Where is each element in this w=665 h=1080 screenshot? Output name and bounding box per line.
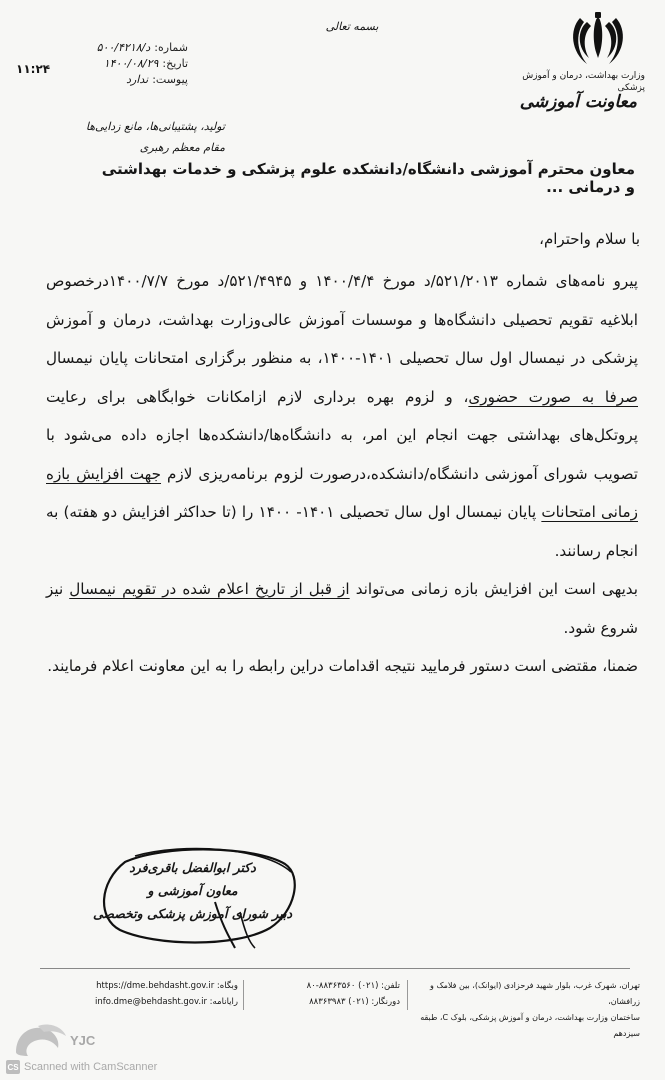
website-link[interactable]: https://dme.behdasht.gov.ir bbox=[96, 981, 215, 991]
deputy-title: معاونت آموزشی bbox=[519, 92, 637, 112]
fax-label: دورنگار: bbox=[371, 997, 400, 1007]
meta-attachment-row bbox=[68, 72, 188, 88]
camscanner-text: Scanned with CamScanner bbox=[24, 1061, 158, 1073]
email-link[interactable]: info.dme@behdasht.gov.ir bbox=[95, 997, 207, 1007]
fax-row bbox=[250, 994, 400, 1010]
iran-emblem-icon bbox=[569, 12, 627, 68]
address-line-2: ساختمان وزارت بهداشت، درمان و آموزش پزشکی، بلوک C، طبقه سیزدهم bbox=[420, 1013, 640, 1038]
phone-value: (۰۲۱) ۸۸۳۶۳۵۶۰-۸۰ bbox=[306, 981, 379, 991]
meta-date-row bbox=[68, 56, 188, 72]
paragraph-1-part-c: پایان نیمسال اول سال تحصیلی ۱۴۰۱- ۱۴۰۰ را (تا حداکثر افزایش دو هفته) به انجام رسانند. bbox=[46, 503, 638, 560]
address-line-1: تهران، شهرک غرب، بلوار شهید فرحزادی (ایوانک)، بین فلامک و زرافشان، bbox=[430, 981, 640, 1006]
paragraph-3: ضمنا، مقتضی است دستور فرمایید نتیجه اقدامات دراین رابطه را به این معاونت اعلام فرمایند. bbox=[47, 657, 638, 675]
email-row bbox=[68, 994, 238, 1010]
signature-block bbox=[85, 842, 315, 952]
bismillah-heading: بسمه تعالی bbox=[325, 20, 379, 33]
slogan-line: تولید، پشتیبانی‌ها، مانع زدایی‌ها bbox=[85, 120, 225, 133]
letter-meta bbox=[68, 40, 188, 88]
email-label: رایانامه: bbox=[209, 997, 238, 1007]
fax-value: (۰۲۱) ۸۸۳۶۳۹۸۳ bbox=[309, 997, 369, 1007]
website-label: وبگاه: bbox=[216, 981, 238, 991]
signature-text bbox=[85, 856, 300, 925]
footer-separator bbox=[407, 980, 408, 1010]
paragraph-2-part-a: بدیهی است این افزایش بازه زمانی می‌تواند bbox=[349, 580, 638, 598]
date-value: ۱۴۰۰/۰۸/۲۹ bbox=[103, 57, 159, 70]
ministry-name: وزارت بهداشت، درمان و آموزش پزشکی bbox=[522, 71, 645, 93]
footer-address bbox=[415, 978, 640, 1042]
signatory-name: دکتر ابوالفضل باقری‌فرد bbox=[129, 860, 256, 875]
attachment-label: پیوست: bbox=[152, 73, 188, 86]
footer-separator bbox=[243, 980, 244, 1010]
yjc-watermark-text: YJC bbox=[70, 1033, 96, 1048]
footer-divider bbox=[40, 968, 630, 969]
underline-in-person: صرفا به صورت حضوری bbox=[468, 387, 638, 406]
footer-phones bbox=[250, 978, 400, 1010]
paragraph-2-part-b: نیز شروع شود. bbox=[46, 580, 638, 637]
time-stamp: ۱۱:۲۴ bbox=[16, 62, 51, 76]
number-value: د/۵۰۰/۴۲۱۸ bbox=[96, 41, 151, 54]
paragraph-1-part-b: ، و لزوم بهره برداری لازم ازامکانات خوابگاهی برای رعایت پروتکل‌های بهداشتی جهت انجام این امر، به دانشگاه‌ها/دانشکده‌ها اجازه داده می‌شود با تصویب شورای آموزشی دانشگاه/دانشکده،درصورت لزوم برنامه‌ریزی لازم bbox=[46, 387, 638, 483]
paragraph-1 bbox=[46, 262, 638, 570]
paragraph-1-part-a: پیرو نامه‌های شماره ۵۲۱/۲۰۱۳/د مورخ ۱۴۰۰/۴/۴ و ۵۲۱/۴۹۴۵/د مورخ ۱۴۰۰/۷/۷درخصوص ابلاغیه تقویم تحصیلی دانشگاه‌ها و موسسات آموزش عالی‌وزارت بهداشت، درمان و آموزش پزشکی در نیمسال اول سال تحصیلی ۱۴۰۱-۱۴۰۰، به منظور برگزاری امتحانات پایان نیمسال bbox=[46, 272, 639, 367]
attachment-value: ندارد bbox=[126, 73, 149, 86]
number-label: شماره: bbox=[154, 41, 188, 54]
meta-number-row bbox=[68, 40, 188, 56]
greeting: با سلام واحترام، bbox=[539, 230, 640, 248]
camscanner-watermark bbox=[6, 1060, 157, 1074]
phone-row bbox=[250, 978, 400, 994]
letter-body bbox=[46, 262, 638, 686]
underline-before-date: از قبل از تاریخ اعلام شده در تقویم نیمسال bbox=[69, 580, 350, 598]
phone-label: تلفن: bbox=[381, 981, 400, 991]
paragraph-2 bbox=[46, 570, 638, 647]
date-label: تاریخ: bbox=[162, 57, 188, 70]
slogan-block bbox=[40, 116, 225, 158]
footer-web bbox=[68, 978, 238, 1010]
signatory-title-2: دبیر شورای آموزش پزشکی وتخصصی bbox=[92, 906, 293, 921]
camscanner-logo-icon: CS bbox=[6, 1060, 20, 1074]
letter-footer bbox=[70, 978, 640, 1038]
slogan-source: مقام معظم رهبری bbox=[139, 141, 225, 154]
underline-extend-period: جهت افزایش بازه زمانی امتحانات bbox=[46, 464, 638, 521]
recipient-line: معاون محترم آموزشی دانشگاه/دانشکده علوم پزشکی و خدمات بهداشتی و درمانی ... bbox=[101, 160, 635, 196]
website-row bbox=[68, 978, 238, 994]
signatory-title-1: معاون آموزشی و bbox=[147, 883, 238, 898]
